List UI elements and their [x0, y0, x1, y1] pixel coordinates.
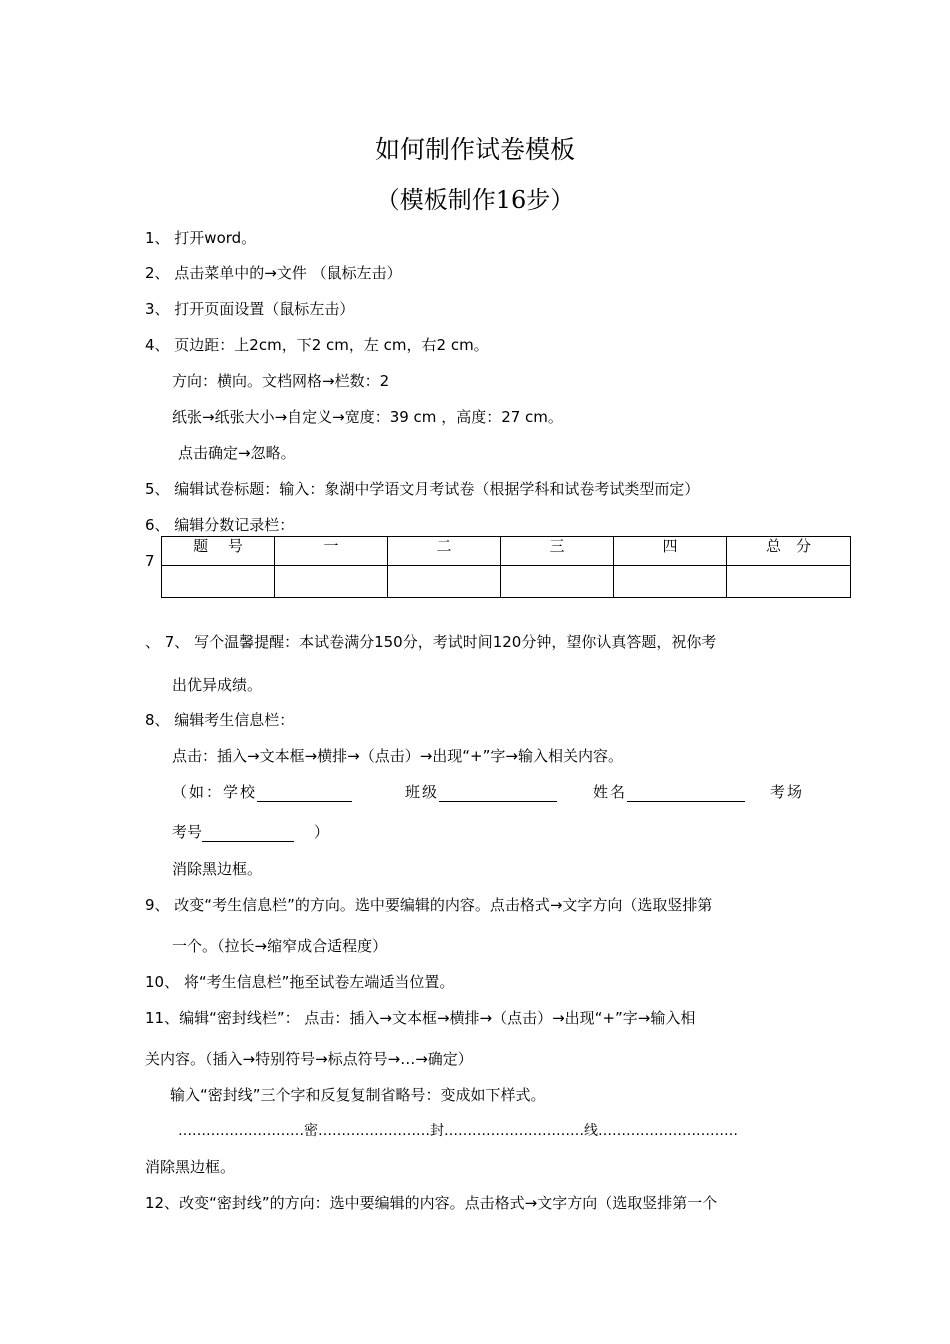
school-blank: [257, 801, 352, 802]
name-blank: [627, 801, 745, 802]
step-12: 12、改变“密封线”的方向：选中要编辑的内容。点击格式→文字方向（选取竖排第一个: [145, 1194, 718, 1212]
header-cell-2: 二: [388, 537, 501, 566]
blank-cell: [388, 566, 501, 598]
school-label: （如：学校: [172, 783, 258, 801]
exam-number-label: 考号: [172, 823, 203, 841]
blank-cell: [727, 566, 851, 598]
blank-cell: [162, 566, 275, 598]
step-4-confirm: 点击确定→忽略。: [178, 444, 296, 462]
step-2: 2、 点击菜单中的→文件 （鼠标左击）: [145, 264, 402, 282]
closing-paren: ）: [314, 823, 330, 841]
score-table: [161, 536, 851, 598]
header-cell-4: 四: [614, 537, 727, 566]
blank-cell: [614, 566, 727, 598]
step-11-line-3: 输入“密封线”三个字和反复复制省略号：变成如下样式。: [170, 1086, 546, 1104]
score-table-header-row: [162, 537, 851, 566]
seal-line-sample: ………………………密……………………封…………………………线…………………………: [178, 1123, 738, 1139]
step-4-paper: 纸张→纸张大小→自定义→宽度：39 cm ，高度：27 cm。: [172, 408, 563, 426]
step-1: 1、 打开word。: [145, 229, 257, 247]
step-8-instructions: 点击：插入→文本框→横排→（点击）→出现“+”字→输入相关内容。: [172, 747, 623, 765]
step-3: 3、 打开页面设置（鼠标左击）: [145, 300, 355, 318]
header-cell-1: 一: [275, 537, 388, 566]
score-table-blank-row: [162, 566, 851, 598]
step-4: 4、 页边距：上2cm，下2 cm，左 cm，右2 cm。: [145, 336, 489, 354]
header-cell-question-no: 题 号: [162, 537, 275, 566]
blank-cell: [275, 566, 388, 598]
step-5: 5、 编辑试卷标题：输入：象湖中学语文月考试卷（根据学科和试卷考试类型而定）: [145, 480, 700, 498]
step-9-line-2: 一个。（拉长→缩窄成合适程度）: [172, 937, 388, 955]
page-title: 如何制作试卷模板: [374, 135, 575, 164]
step-8: 8、 编辑考生信息栏：: [145, 711, 295, 729]
class-field: [405, 782, 557, 802]
room-label: 考场: [770, 783, 805, 801]
step-11-line-1: 11、编辑“密封线栏”： 点击：插入→文本框→横排→（点击）→出现“+”字→输入相: [145, 1009, 696, 1027]
step-7-line-1: 、 7、 写个温馨提醒：本试卷满分150分，考试时间120分钟，望你认真答题，祝你考: [145, 633, 717, 651]
step-10: 10、 将“考生信息栏”拖至试卷左端适当位置。: [145, 973, 455, 991]
header-cell-3: 三: [501, 537, 614, 566]
step-11-line-2: 关内容。（插入→特别符号→标点符号→…→确定）: [145, 1050, 473, 1068]
step-9-line-1: 9、 改变“考生信息栏”的方向。选中要编辑的内容。点击格式→文字方向（选取竖排第: [145, 896, 713, 914]
name-field: [593, 782, 745, 802]
class-label: 班级: [405, 783, 440, 801]
step-4-orientation: 方向：横向。文档网格→栏数：2: [172, 372, 390, 390]
name-label: 姓名: [593, 783, 628, 801]
exam-number-blank: [202, 841, 294, 842]
step-6: 6、 编辑分数记录栏：: [145, 516, 295, 534]
blank-cell: [501, 566, 614, 598]
step-11-remove-border: 消除黑边框。: [145, 1158, 236, 1176]
step-8-remove-border: 消除黑边框。: [172, 860, 263, 878]
header-cell-total: 总 分: [727, 537, 851, 566]
student-info-line-2: [172, 822, 329, 842]
student-info-line-1: [172, 782, 352, 802]
class-blank: [439, 801, 557, 802]
page-subtitle: （模板制作16步）: [375, 186, 575, 214]
step-7-number: 7: [145, 552, 155, 570]
step-7-line-2: 出优异成绩。: [172, 676, 263, 694]
